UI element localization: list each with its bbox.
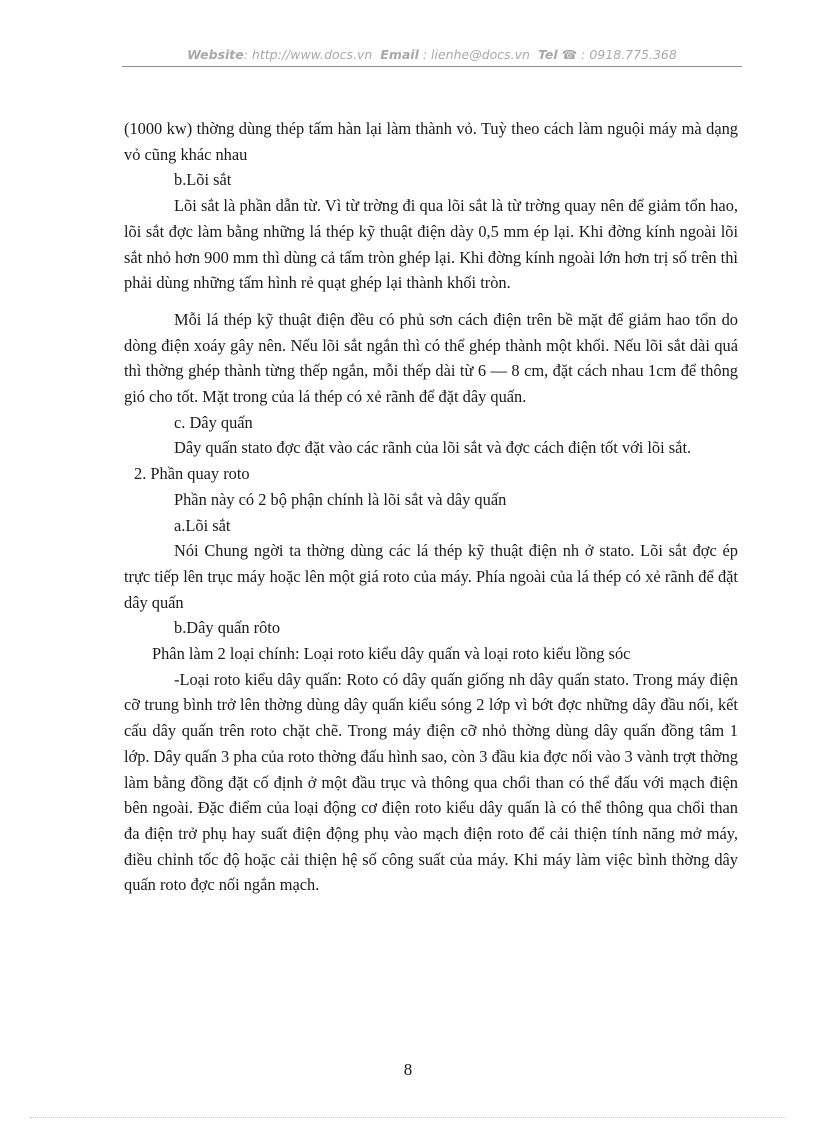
website-url[interactable]: : http://www.docs.vn [243,47,373,62]
paragraph-wound-rotor: -Loại roto kiểu dây quấn: Roto có dây quấn giống nh dây quấn stato. Trong máy điện cỡ trung bình trở lên thờng dùng dây quấn kiểu sóng 2 lớp vì bớt đợc những dây đầu nối, kết cấu dây quấn trên roto chặt chẽ. Trong máy điện cỡ nhỏ thờng dùng dây quấn đồng tâm 1 lớp. Dây quấn 3 pha của roto thờng đấu hình sao, còn 3 đầu kia đợc nối vào 3 vành trợt thờng làm bằng đồng đặt cố định ở một đầu trục và thông qua chổi than có thể đấu với mạch điện bên ngoài. Đặc điểm của loại động cơ điện roto kiểu dây quấn là có thể thông qua chổi than đa điện trở phụ hay suất điện động phụ vào mạch điện roto để cải thiện tính năng mở máy, điều chỉnh tốc độ hoặc cải thiện hệ số công suất của máy. Khi máy làm việc bình thờng dây quấn roto đợc nối ngắn mạch. [124,669,738,895]
page-header [122,47,742,62]
header-divider [122,66,742,67]
heading-b-day-quan-roto: b.Dây quấn rôto [174,618,281,638]
email-address[interactable]: : lienhe@docs.vn [422,47,530,62]
heading-b-loi-sat: b.Lõi sắt [174,170,232,190]
paragraph-core-description: Lõi sắt là phần dẫn từ. Vì từ trờng đi qua lõi sắt là từ trờng quay nên để giảm tổn hao, lõi sắt đợc làm bằng những lá thép kỹ thuật điện dày 0,5 mm ép lại. Khi đờng kính ngoài lõi sắt nhỏ hơn 900 mm thì dùng cả tấm tròn ghép lại. Khi đờng kính ngoài lớn hơn trị số trên thì phải dùng những tấm hình rẻ quạt ghép lại thành khối tròn. [124,196,738,293]
paragraph-casing-continued: (1000 kw) thờng dùng thép tấm hàn lại làm thành vỏ. Tuỳ theo cách làm nguội máy mà dạng vỏ cũng khác nhau [124,119,738,164]
email-label: Email [380,47,419,62]
paragraph-steel-laminations: Mỗi lá thép kỹ thuật điện đều có phủ sơn cách điện trên bề mặt để giảm hao tổn do dòng điện xoáy gây nên. Nếu lõi sắt ngắn thì có thể ghép thành một khối. Nếu lõi sắt dài quá thì thờng ghép thành từng thếp ngắn, mỗi thếp dài từ 6 — 8 cm, đặt cách nhau 1cm để thông gió cho tốt. Mặt trong của lá thép có xẻ rãnh để đặt dây quấn. [124,309,738,407]
document-body [124,116,738,898]
tel-label: Tel [537,47,558,62]
heading-2-phan-quay-roto: 2. Phần quay roto [134,464,250,484]
footer-divider [30,1117,786,1118]
tel-number: ☎ : 0918.775.368 [561,47,677,62]
paragraph-stator-winding: Dây quấn stato đợc đặt vào các rãnh của lõi sắt và đợc cách điện tốt với lõi sắt. [174,438,692,458]
website-label: Website [187,47,244,62]
heading-c-day-quan: c. Dây quấn [174,412,253,432]
paragraph-rotor-core: Nói Chung ngời ta thờng dùng các lá thép kỹ thuật điện nh ở stato. Lõi sắt đợc ép trực tiếp lên trục máy hoặc lên một giá roto của máy. Phía ngoài của lá thép có xẻ rãnh để đặt dây quấn [124,541,738,612]
paragraph-rotor-parts: Phần này có 2 bộ phận chính là lõi sắt và dây quấn [174,489,507,509]
paragraph-rotor-types: Phân làm 2 loại chính: Loại roto kiểu dây quấn và loại roto kiểu lồng sóc [152,644,631,664]
page-number: 8 [403,1060,413,1079]
heading-a-loi-sat: a.Lõi sắt [174,515,231,535]
